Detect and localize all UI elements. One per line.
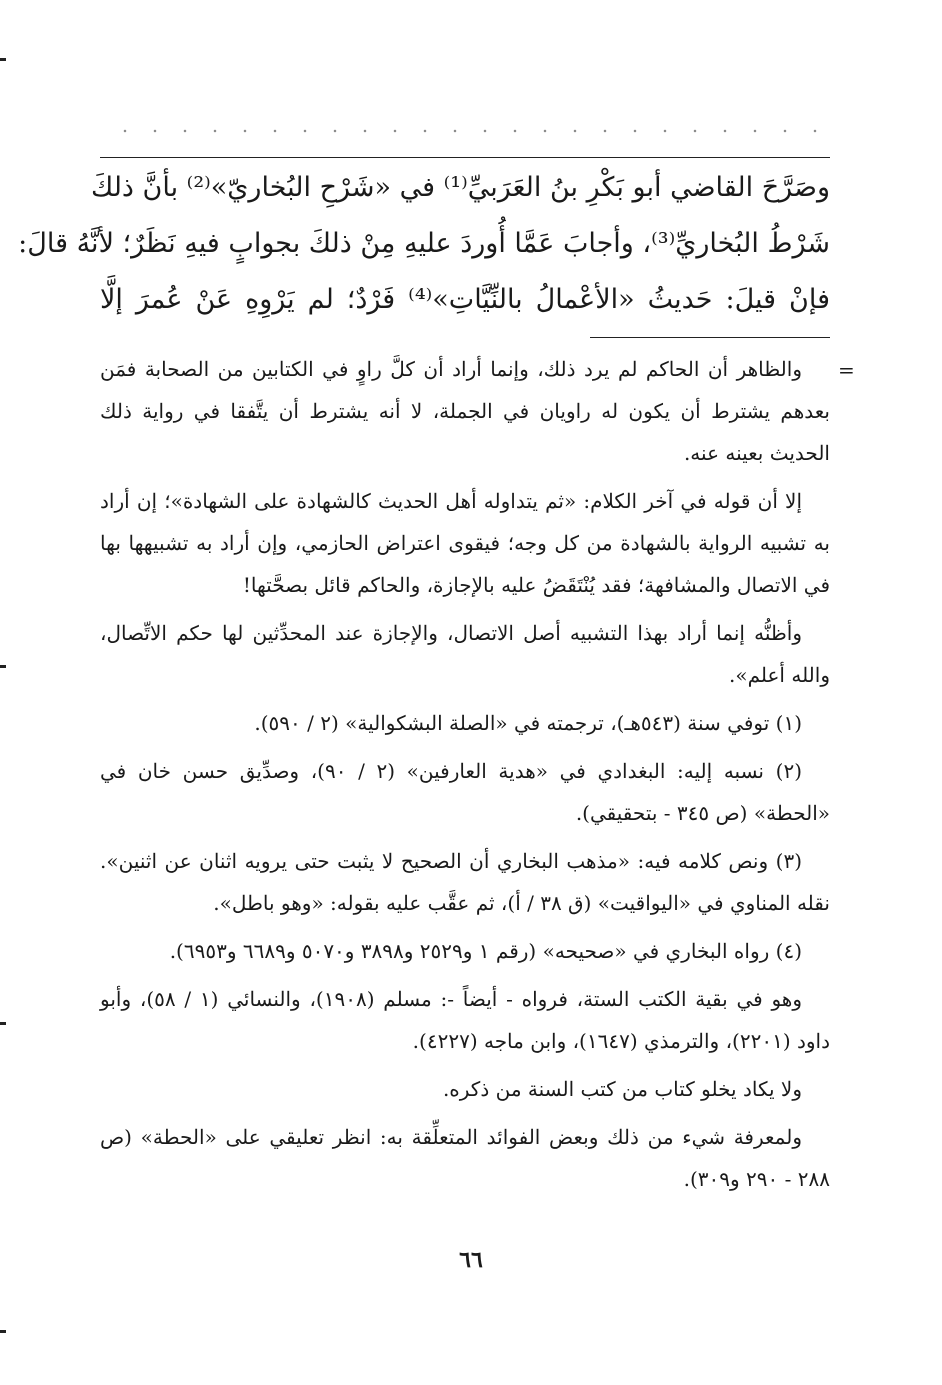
footnote-4-continuation: وهو في بقية الكتب الستة، فرواه - أيضاً -: مسلم (١٩٠٨)، والنسائي (١ / ٥٨)، وأبو داود (٢٢٠١)، والترمذي (١٦٤٧)، وابن ماجه (٤٢٢٧). <box>100 987 830 1053</box>
footnotes <box>100 348 830 1206</box>
top-rule <box>100 157 830 158</box>
main-line: وصَرَّحَ القاضي أبو بَكْرِ بنُ العَرَبيِّ⁽¹⁾ في «شَرْحِ البُخاريّ»⁽²⁾ بأنَّ ذلكَ <box>90 172 830 203</box>
footnote-paragraph: إلا أن قوله في آخر الكلام: «ثم يتداوله أهل الحديث كالشهادة على الشهادة»؛ إن أراد به تشبيه الرواية بالشهادة من كل وجه؛ فيقوى اعتراض الحازمي، وإن أراد به تشبيهها بها في الاتصال والمشافهة؛ فقد يُنْتَقَضُ عليه بالإجازة، والحاكم قائل بصحَّتها! <box>100 489 830 597</box>
footnote-4-continuation: ولا يكاد يخلو كتاب من كتب السنة من ذكره. <box>442 1077 802 1101</box>
main-line: شَرْطُ البُخاريِّ⁽³⁾، وأجابَ عَمَّا أُوردَ عليهِ مِنْ ذلكَ بجوابٍ فيهِ نَظَرٌ؛ لأنَّهُ قالَ: <box>18 228 830 259</box>
main-line: فإنْ قيلَ: حَديثُ «الأعْمالُ بالنِّيَّاتِ»⁽⁴⁾ فَرْدٌ؛ لم يَرْوِهِ عَنْ عُمرَ إلَّا <box>100 284 830 315</box>
main-text <box>18 160 830 328</box>
footnote-paragraph: وأظنُّه إنما أراد بهذا التشبيه أصل الاتصال، والإجازة عند المحدِّثين لها حكم الاتِّصال، والله أعلم». <box>100 621 830 687</box>
continuation-mark: = <box>838 358 855 382</box>
page-number: ٦٦ <box>459 1247 483 1273</box>
footnote-4-continuation: ولمعرفة شيء من ذلك وبعض الفوائد المتعلِّقة به: انظر تعليقي على «الحطة» (ص ٢٨٨ - ٢٩٠ و٣٠٩). <box>100 1125 830 1191</box>
footnote-2: (٢) نسبه إليه: البغدادي في «هدية العارفين» (٢ / ٩٠)، وصدِّيق حسن خان في «الحطة» (ص ٣٤٥ - بتحقيقي). <box>100 759 830 825</box>
scan-edge-mark <box>0 665 6 668</box>
dotted-header-line <box>110 128 830 134</box>
footnote-1: (١) توفي سنة (٥٤٣هـ)، ترجمته في «الصلة البشكوالية» (٢ / ٥٩٠). <box>254 711 802 735</box>
scan-edge-mark <box>0 1330 6 1333</box>
footnote-rule <box>590 337 830 338</box>
footnote-3: (٣) ونص كلامه فيه: «مذهب البخاري أن الصحيح لا يثبت حتى يرويه اثنان عن اثنين». نقله المناوي في «اليواقيت» (ق ٣٨ / أ)، ثم عقَّب عليه بقوله: «وهو باطل». <box>100 849 830 915</box>
scan-edge-mark <box>0 1022 6 1025</box>
scan-edge-mark <box>0 58 6 61</box>
footnote-paragraph: والظاهر أن الحاكم لم يرد ذلك، وإنما أراد أن كلَّ راوٍ في الكتابين من الصحابة فمَن بعدهم يشترط أن يكون له راويان في الجملة، لا أنه يشترط أن يتَّفقا في رواية ذلك الحديث بعينه عنه. <box>100 357 830 465</box>
footnote-4: (٤) رواه البخاري في «صحيحه» (رقم ١ و٢٥٢٩ و٣٨٩٨ و٥٠٧٠ و٦٦٨٩ و٦٩٥٣). <box>169 939 802 963</box>
